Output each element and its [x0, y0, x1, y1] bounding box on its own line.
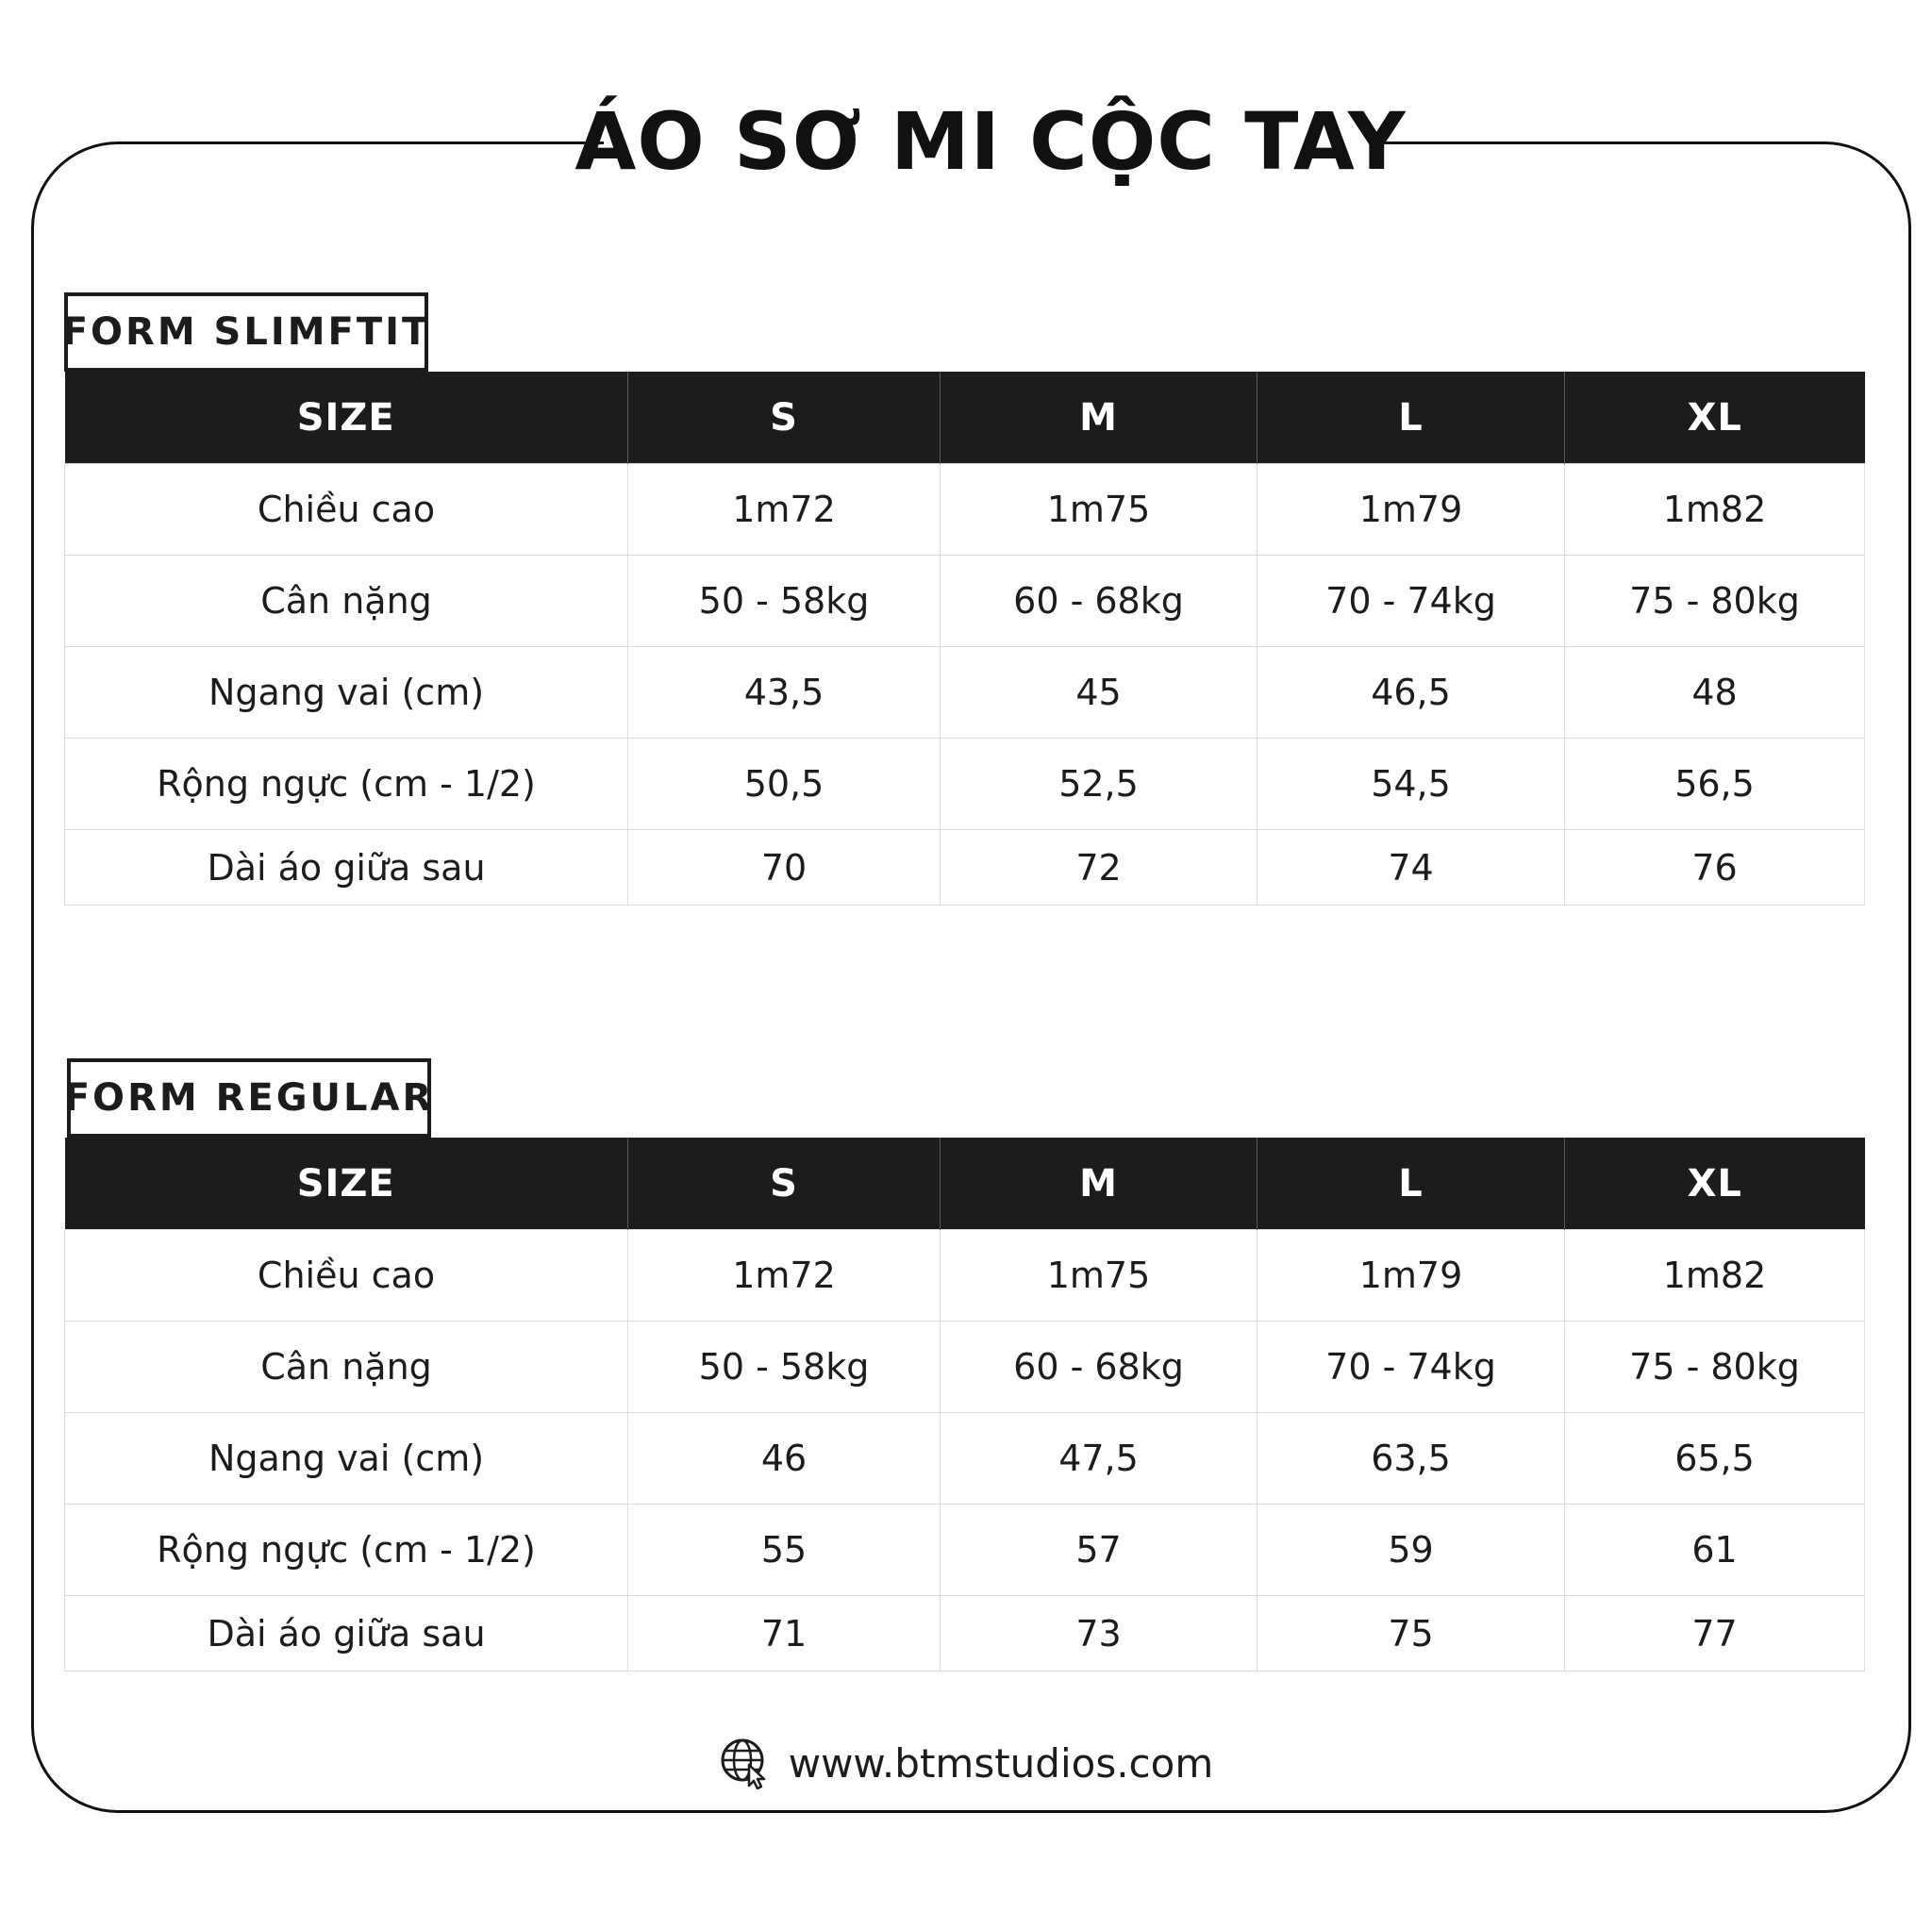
table-cell: 75 [1257, 1596, 1565, 1671]
table-cell: 71 [628, 1596, 941, 1671]
table-cell: 1m79 [1257, 464, 1565, 556]
row-label: Chiều cao [65, 1230, 628, 1322]
globe-cursor-icon [719, 1737, 772, 1789]
table-cell: 60 - 68kg [941, 1322, 1257, 1413]
header-l: L [1257, 372, 1565, 464]
table-cell: 54,5 [1257, 739, 1565, 830]
table-cell: 59 [1257, 1505, 1565, 1596]
header-size: SIZE [65, 372, 628, 464]
row-label: Ngang vai (cm) [65, 1413, 628, 1505]
table-header-row [65, 1138, 1865, 1230]
row-label: Rộng ngực (cm - 1/2) [65, 1505, 628, 1596]
table-cell: 70 - 74kg [1257, 1322, 1565, 1413]
table-cell: 61 [1565, 1505, 1865, 1596]
table-cell: 75 - 80kg [1565, 556, 1865, 647]
table-cell: 46 [628, 1413, 941, 1505]
table-header-row [65, 372, 1865, 464]
table-row [65, 1505, 1865, 1596]
header-s: S [628, 372, 941, 464]
table-cell: 74 [1257, 830, 1565, 906]
table-cell: 45 [941, 647, 1257, 739]
table-cell: 1m75 [941, 464, 1257, 556]
table-cell: 72 [941, 830, 1257, 906]
table-cell: 43,5 [628, 647, 941, 739]
row-label: Cân nặng [65, 556, 628, 647]
table-row [65, 647, 1865, 739]
header-m: M [941, 372, 1257, 464]
table-cell: 75 - 80kg [1565, 1322, 1865, 1413]
table-cell: 50,5 [628, 739, 941, 830]
table-cell: 57 [941, 1505, 1257, 1596]
header-size: SIZE [65, 1138, 628, 1230]
table-row [65, 830, 1865, 906]
header-m: M [941, 1138, 1257, 1230]
row-label: Ngang vai (cm) [65, 647, 628, 739]
title-area [575, 85, 1407, 198]
header-xl: XL [1565, 372, 1865, 464]
table-cell: 56,5 [1565, 739, 1865, 830]
table-row [65, 1230, 1865, 1322]
table-cell: 60 - 68kg [941, 556, 1257, 647]
table-row [65, 1322, 1865, 1413]
table-cell: 1m72 [628, 1230, 941, 1322]
table-cell: 1m75 [941, 1230, 1257, 1322]
table-row [65, 1596, 1865, 1671]
table-row [65, 464, 1865, 556]
size-table-slimfit [64, 372, 1865, 906]
page-title: ÁO SƠ MI CỘC TAY [575, 95, 1407, 188]
table-cell: 73 [941, 1596, 1257, 1671]
table-cell: 70 - 74kg [1257, 556, 1565, 647]
table-cell: 48 [1565, 647, 1865, 739]
table-row [65, 739, 1865, 830]
row-label: Chiều cao [65, 464, 628, 556]
table-cell: 55 [628, 1505, 941, 1596]
table-cell: 63,5 [1257, 1413, 1565, 1505]
table-cell: 1m72 [628, 464, 941, 556]
table-cell: 47,5 [941, 1413, 1257, 1505]
table-cell: 52,5 [941, 739, 1257, 830]
header-xl: XL [1565, 1138, 1865, 1230]
header-l: L [1257, 1138, 1565, 1230]
table-cell: 70 [628, 830, 941, 906]
row-label: Dài áo giữa sau [65, 1596, 628, 1671]
row-label: Dài áo giữa sau [65, 830, 628, 906]
table-cell: 1m82 [1565, 464, 1865, 556]
table-cell: 65,5 [1565, 1413, 1865, 1505]
table-cell: 1m82 [1565, 1230, 1865, 1322]
footer-url[interactable]: www.btmstudios.com [788, 1739, 1214, 1787]
table-cell: 77 [1565, 1596, 1865, 1671]
footer [0, 1732, 1932, 1794]
row-label: Rộng ngực (cm - 1/2) [65, 739, 628, 830]
table-cell: 76 [1565, 830, 1865, 906]
size-table-regular [64, 1138, 1865, 1671]
table-cell: 50 - 58kg [628, 556, 941, 647]
table-cell: 1m79 [1257, 1230, 1565, 1322]
form-label-regular: FORM REGULAR [67, 1058, 431, 1138]
form-label-slimfit: FORM SLIMFTIT [64, 292, 428, 372]
table-row [65, 1413, 1865, 1505]
table-cell: 46,5 [1257, 647, 1565, 739]
header-s: S [628, 1138, 941, 1230]
table-cell: 50 - 58kg [628, 1322, 941, 1413]
table-row [65, 556, 1865, 647]
row-label: Cân nặng [65, 1322, 628, 1413]
